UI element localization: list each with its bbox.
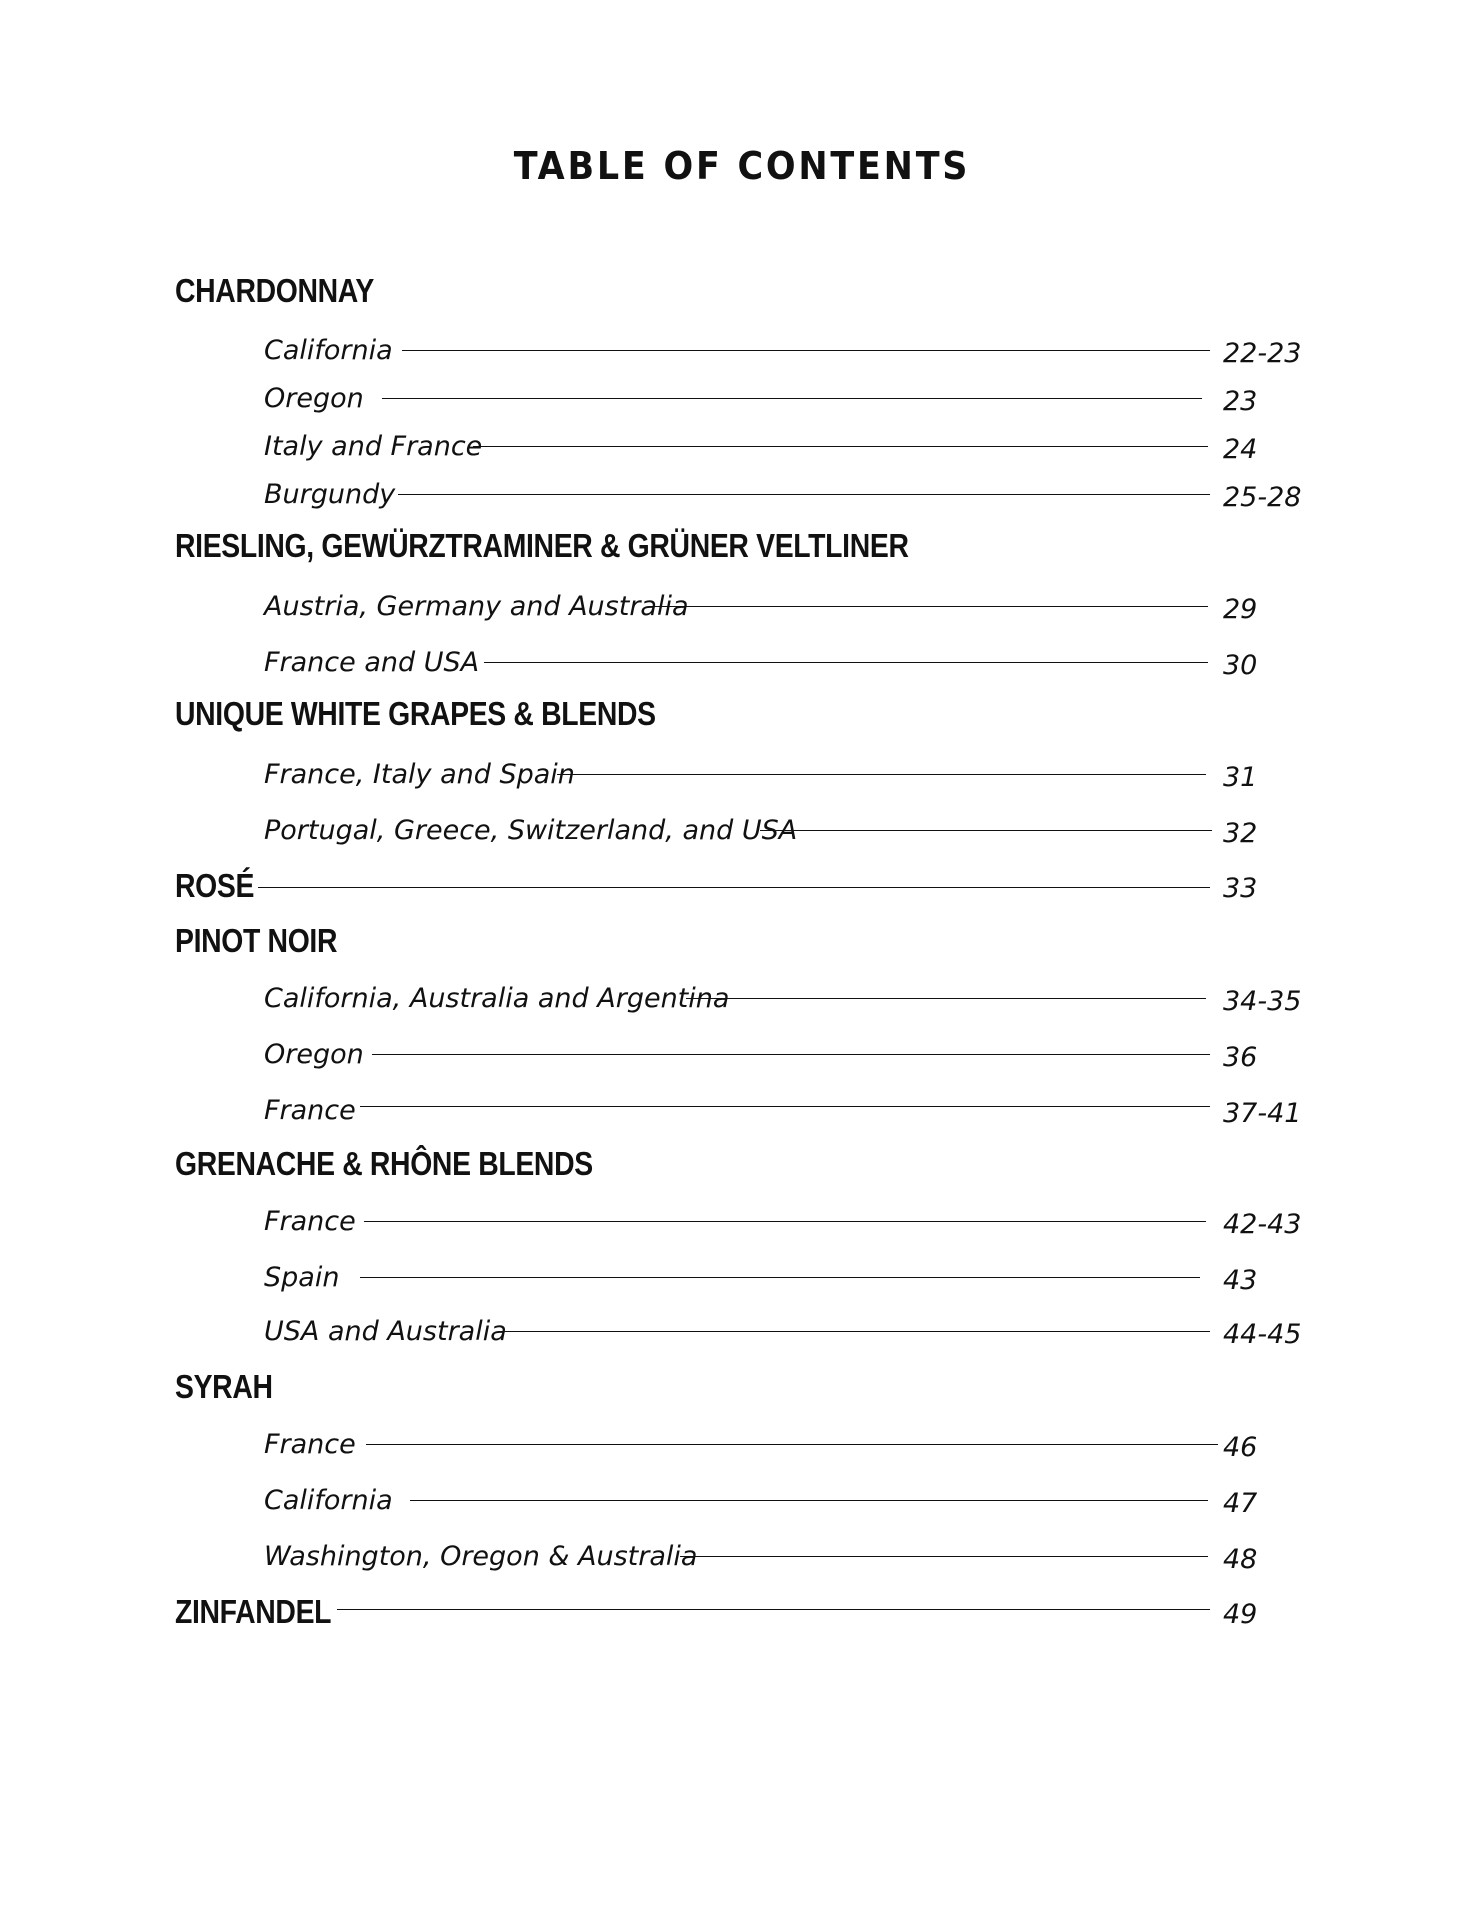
section-label: UNIQUE WHITE GRAPES & BLENDS xyxy=(175,695,656,732)
page-number: 25-28 xyxy=(1223,482,1302,513)
page-number: 37-41 xyxy=(1223,1098,1302,1129)
leader-line xyxy=(686,998,1206,999)
page-title: TABLE OF CONTENTS xyxy=(513,144,971,188)
entry-label: Oregon xyxy=(264,383,364,414)
page-number: 47 xyxy=(1223,1488,1258,1519)
entry-label: California xyxy=(264,1485,393,1516)
toc-entry-zinfandel[interactable] xyxy=(0,1589,1484,1635)
leader-line xyxy=(557,774,1206,775)
leader-line xyxy=(372,1054,1210,1055)
toc-entry-grenache-usa-australia[interactable] xyxy=(0,1309,1484,1355)
toc-entry-grenache-spain[interactable] xyxy=(0,1255,1484,1301)
leader-line xyxy=(680,1556,1208,1557)
section-label: ZINFANDEL xyxy=(175,1593,332,1630)
entry-label: Burgundy xyxy=(264,479,396,510)
page-number: 33 xyxy=(1223,873,1258,904)
section-heading-pinot-noir xyxy=(0,918,1484,964)
toc-entry-chardonnay-oregon[interactable] xyxy=(0,376,1484,422)
leader-line xyxy=(473,446,1208,447)
toc-entry-chardonnay-burgundy[interactable] xyxy=(0,472,1484,518)
toc-entry-pinot-noir-oregon[interactable] xyxy=(0,1032,1484,1078)
leader-line xyxy=(360,1106,1210,1107)
leader-line xyxy=(484,662,1208,663)
page-number: 24 xyxy=(1223,434,1258,465)
section-heading-grenache xyxy=(0,1141,1484,1187)
page-number: 32 xyxy=(1223,818,1258,849)
leader-line xyxy=(504,1331,1210,1332)
page-number: 43 xyxy=(1223,1265,1258,1296)
toc-entry-riesling-france-usa[interactable] xyxy=(0,640,1484,686)
section-heading-chardonnay xyxy=(0,268,1484,314)
toc-entry-grenache-france[interactable] xyxy=(0,1199,1484,1245)
entry-label: Portugal, Greece, Switzerland, and USA xyxy=(264,815,798,846)
page-number: 46 xyxy=(1223,1432,1258,1463)
section-heading-unique-white xyxy=(0,691,1484,737)
toc-entry-chardonnay-california[interactable] xyxy=(0,328,1484,374)
toc-entry-pinot-noir-france[interactable] xyxy=(0,1088,1484,1134)
page-number: 48 xyxy=(1223,1544,1258,1575)
toc-entry-syrah-france[interactable] xyxy=(0,1422,1484,1468)
leader-line xyxy=(337,1609,1210,1610)
toc-entry-pinot-noir-california-australia-argentina[interactable] xyxy=(0,976,1484,1022)
page-number: 22-23 xyxy=(1223,338,1302,369)
section-label: PINOT NOIR xyxy=(175,922,338,959)
toc-entry-unique-white-portugal-greece-switzerland-usa[interactable] xyxy=(0,808,1484,854)
page-number: 44-45 xyxy=(1223,1319,1302,1350)
entry-label: Spain xyxy=(264,1262,340,1293)
toc-entry-riesling-austria-germany-australia[interactable] xyxy=(0,584,1484,630)
leader-line xyxy=(410,1500,1208,1501)
page-number: 23 xyxy=(1223,386,1258,417)
leader-line xyxy=(360,1277,1200,1278)
leader-line xyxy=(654,606,1208,607)
page-number: 42-43 xyxy=(1223,1209,1302,1240)
page-number: 36 xyxy=(1223,1042,1258,1073)
entry-label: Italy and France xyxy=(264,431,483,462)
entry-label: France xyxy=(264,1206,356,1237)
entry-label: Austria, Germany and Australia xyxy=(264,591,689,622)
leader-line xyxy=(364,1221,1206,1222)
toc-entry-rose[interactable] xyxy=(0,863,1484,909)
entry-label: France xyxy=(264,1429,356,1460)
leader-line xyxy=(398,494,1210,495)
entry-label: France, Italy and Spain xyxy=(264,759,575,790)
toc-entry-syrah-washington-oregon-australia[interactable] xyxy=(0,1534,1484,1580)
leader-line xyxy=(382,398,1202,399)
toc-entry-syrah-california[interactable] xyxy=(0,1478,1484,1524)
entry-label: Oregon xyxy=(264,1039,364,1070)
page-number: 31 xyxy=(1223,762,1258,793)
page-number: 29 xyxy=(1223,594,1258,625)
page-number: 30 xyxy=(1223,650,1258,681)
page-number: 49 xyxy=(1223,1599,1258,1630)
page-number: 34-35 xyxy=(1223,986,1302,1017)
entry-label: USA and Australia xyxy=(264,1316,507,1347)
toc-entry-chardonnay-italy-france[interactable] xyxy=(0,424,1484,470)
leader-line xyxy=(402,350,1210,351)
entry-label: France xyxy=(264,1095,356,1126)
section-label: ROSÉ xyxy=(175,867,255,904)
entry-label: California xyxy=(264,335,393,366)
toc-entry-unique-white-france-italy-spain[interactable] xyxy=(0,752,1484,798)
section-label: SYRAH xyxy=(175,1368,273,1405)
entry-label: California, Australia and Argentina xyxy=(264,983,730,1014)
section-heading-riesling xyxy=(0,523,1484,569)
leader-line xyxy=(258,887,1210,888)
section-label: RIESLING, GEWÜRZTRAMINER & GRÜNER VELTLINER xyxy=(175,527,909,564)
entry-label: Washington, Oregon & Australia xyxy=(264,1541,698,1572)
section-label: GRENACHE & RHÔNE BLENDS xyxy=(175,1145,593,1182)
leader-line xyxy=(760,830,1212,831)
entry-label: France and USA xyxy=(264,647,480,678)
section-label: CHARDONNAY xyxy=(175,272,374,309)
section-heading-syrah xyxy=(0,1364,1484,1410)
leader-line xyxy=(366,1444,1218,1445)
